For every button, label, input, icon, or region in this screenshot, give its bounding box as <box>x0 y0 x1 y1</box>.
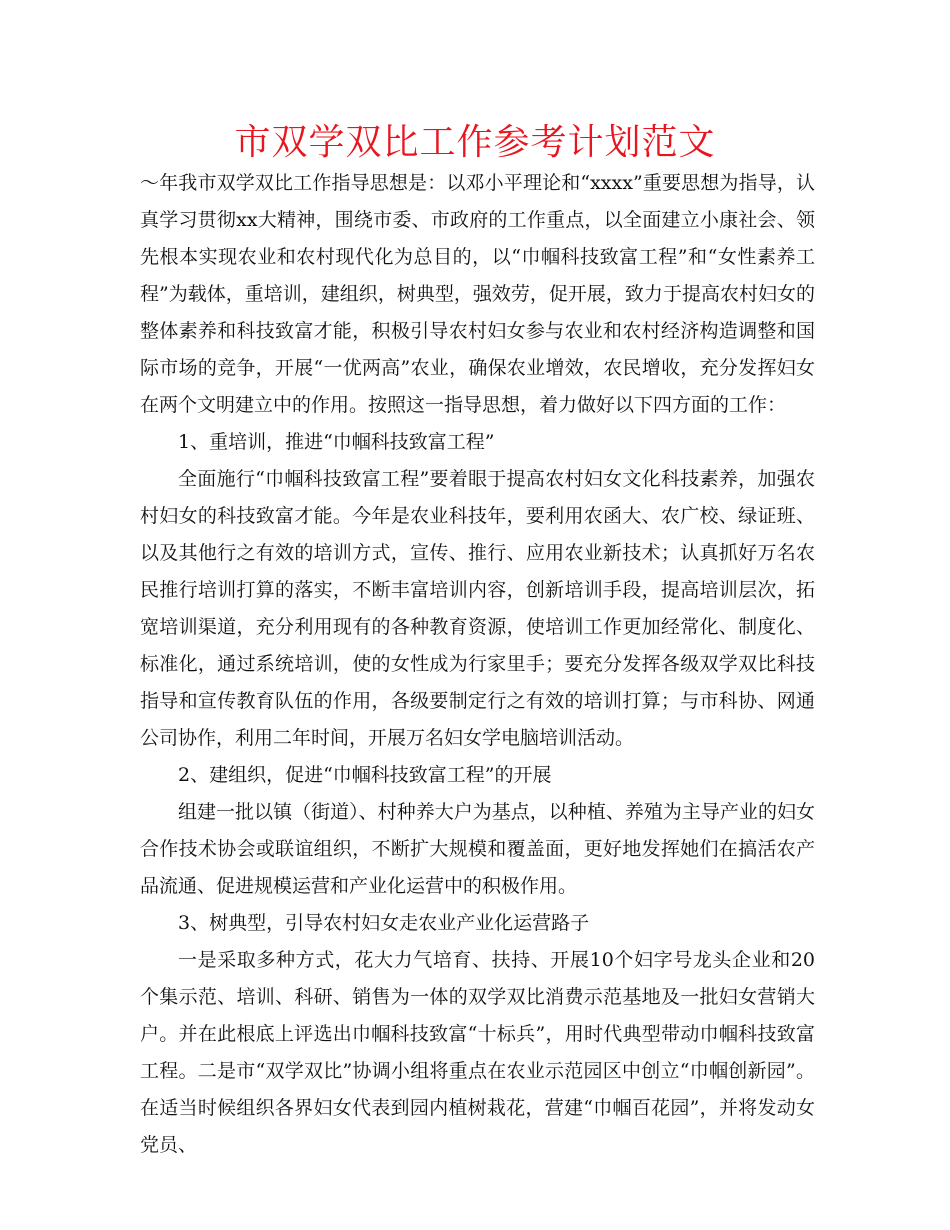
paragraph-training: 全面施行“巾帼科技致富工程”要着眼于提高农村妇女文化科技素养，加强农村妇女的科技致富才能。今年是农业科技年，要利用农函大、农广校、绿证班、以及其他行之有效的培训方式，宣传、推行、应用农业新技术；认真抓好万名农民推行培训打算的落实，不断丰富培训内容，创新培训手段，提高培训层次，拓宽培训渠道，充分利用现有的各种教育资源，使培训工作更加经常化、制度化、标准化，通过系统培训，使的女性成为行家里手；要充分发挥各级双学双比科技指导和宣传教育队伍的作用，各级要制定行之有效的培训打算；与市科协、网通公司协作，利用二年时间，开展万名妇女学电脑培训活动。 <box>140 468 815 749</box>
paragraph-intro: ～年我市双学双比工作指导思想是：以邓小平理论和“xxxx”重要思想为指导，认真学习贯彻xx大精神，围绕市委、市政府的工作重点，以全面建立小康社会、领先根本实现农业和农村现代化为总目的，以“巾帼科技致富工程”和“女性素养工程”为载体，重培训，建组织，树典型，强效劳，促开展，致力于提高农村妇女的整体素养和科技致富才能，积极引导农村妇女参与农业和农村经济构造调整和国际市场的竞争，开展“一优两高”农业，确保农业增效，农民增收，充分发挥妇女在两个文明建立中的作用。按照这一指导思想，着力做好以下四方面的工作： <box>140 172 815 416</box>
section-heading-1: 1、重培训，推进“巾帼科技致富工程” <box>178 431 495 453</box>
document-body <box>140 165 815 1164</box>
paragraph-organization: 组建一批以镇（街道）、村种养大户为基点，以种植、养殖为主导产业的妇女合作技术协会或联谊组织，不断扩大规模和覆盖面，更好地发挥她们在搞活农产品流通、促进规模运营和产业化运营中的积极作用。 <box>140 801 815 897</box>
document-title: 市双学双比工作参考计划范文 <box>234 122 716 163</box>
section-heading-2: 2、建组织，促进“巾帼科技致富工程”的开展 <box>178 764 552 786</box>
paragraph-models: 一是采取多种方式，花大力气培育、扶持、开展10个妇字号龙头企业和20个集示范、培训、科研、销售为一体的双学双比消费示范基地及一批妇女营销大户。并在此根底上评选出巾帼科技致富“十标兵”，用时代典型带动巾帼科技致富工程。二是市“双学双比”协调小组将重点在农业示范园区中创立“巾帼创新园”。在适当时候组织各界妇女代表到园内植树栽花，营建“巾帼百花园”，并将发动女党员、 <box>140 949 815 1156</box>
section-heading-3: 3、树典型，引导农村妇女走农业产业化运营路子 <box>178 912 590 934</box>
